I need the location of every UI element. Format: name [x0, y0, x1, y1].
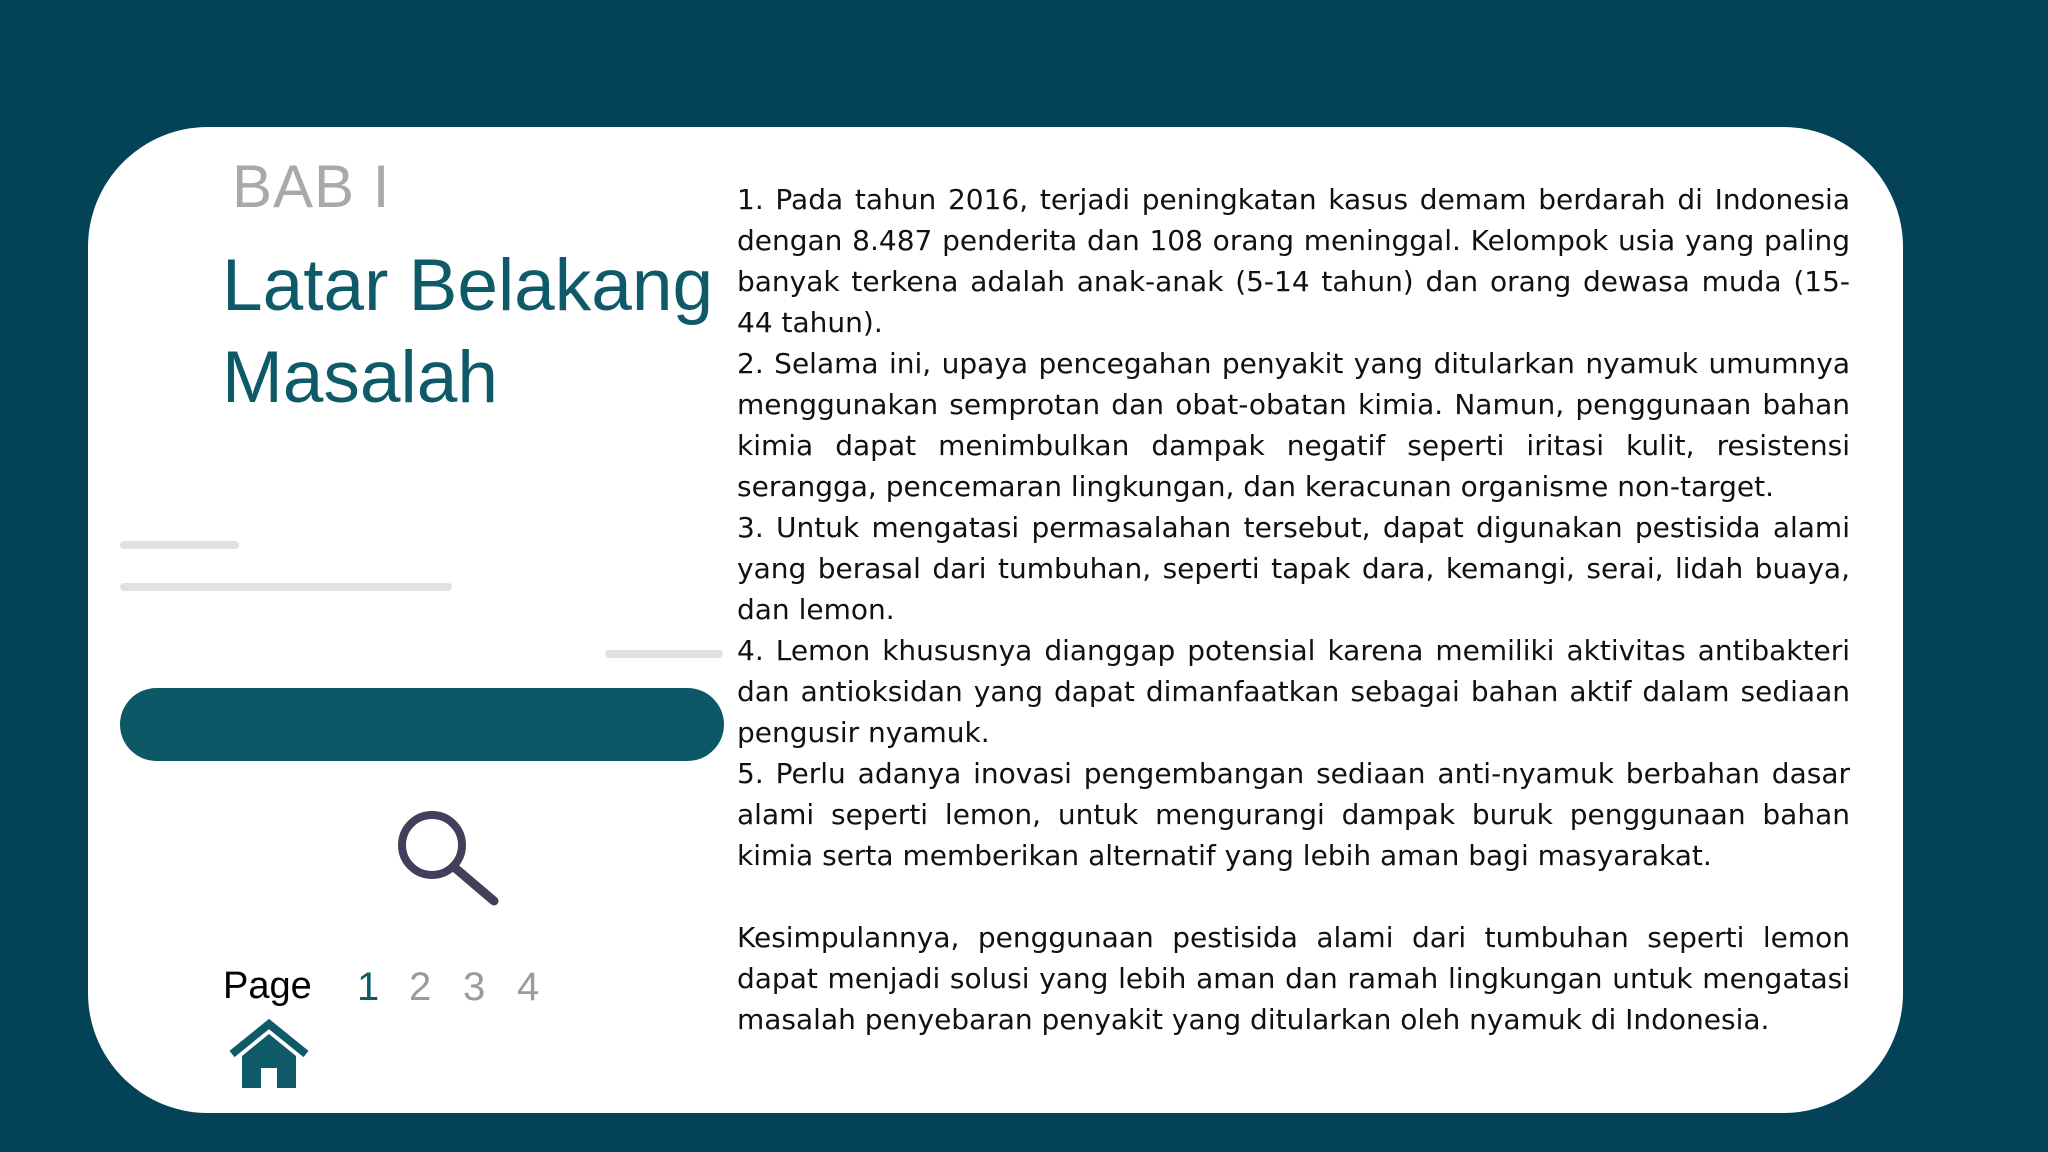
content-point-3: 3. Untuk mengatasi permasalahan tersebut, dapat digunakan pestisida alami yang berasal dari tumbuhan, seperti tapak dara, kemangi, serai, lidah buaya, dan lemon.: [737, 511, 1850, 626]
home-icon[interactable]: [228, 1018, 310, 1090]
chapter-label: BAB I: [232, 153, 391, 220]
paragraph-gap: [737, 876, 1850, 917]
content-point-5: 5. Perlu adanya inovasi pengembangan sediaan anti-nyamuk berbahan dasar alami seperti lemon, untuk mengurangi dampak buruk penggunaan bahan kimia serta memberikan alternatif yang lebih aman bagi masyarakat.: [737, 757, 1850, 872]
decorative-line: [605, 650, 723, 658]
content-point-4: 4. Lemon khususnya dianggap potensial karena memiliki aktivitas antibakteri dan antioksidan yang dapat dimanfaatkan sebagai bahan aktif dalam sediaan pengusir nyamuk.: [737, 634, 1850, 749]
page-link-3[interactable]: 3: [463, 965, 486, 1009]
search-icon[interactable]: [392, 805, 512, 915]
decorative-line: [120, 583, 452, 591]
page-link-1[interactable]: 1: [357, 965, 380, 1009]
content-point-2: 2. Selama ini, upaya pencegahan penyakit yang ditularkan nyamuk umumnya menggunakan semprotan dan obat-obatan kimia. Namun, penggunaan bahan kimia dapat menimbulkan dampak negatif seperti iritasi kulit, resistensi serangga, pencemaran lingkungan, dan keracunan organisme non-target.: [737, 347, 1850, 503]
page-label: Page: [223, 965, 312, 1007]
slide-title: Latar Belakang Masalah: [222, 245, 714, 418]
page-link-2[interactable]: 2: [409, 965, 432, 1009]
content-point-1: 1. Pada tahun 2016, terjadi peningkatan kasus demam berdarah di Indonesia dengan 8.487 penderita dan 108 orang meninggal. Kelompok usia yang paling banyak terkena adalah anak-anak (5-14 tahun) dan orang dewasa muda (15-44 tahun).: [737, 183, 1850, 339]
page-link-4[interactable]: 4: [517, 965, 540, 1009]
content-body: [737, 179, 1850, 1040]
decorative-line: [120, 541, 239, 549]
accent-bar: [120, 688, 724, 761]
conclusion-text: Kesimpulannya, penggunaan pestisida alami dari tumbuhan seperti lemon dapat menjadi solusi yang lebih aman dan ramah lingkungan untuk mengatasi masalah penyebaran penyakit yang ditularkan oleh nyamuk di Indonesia.: [737, 921, 1850, 1036]
